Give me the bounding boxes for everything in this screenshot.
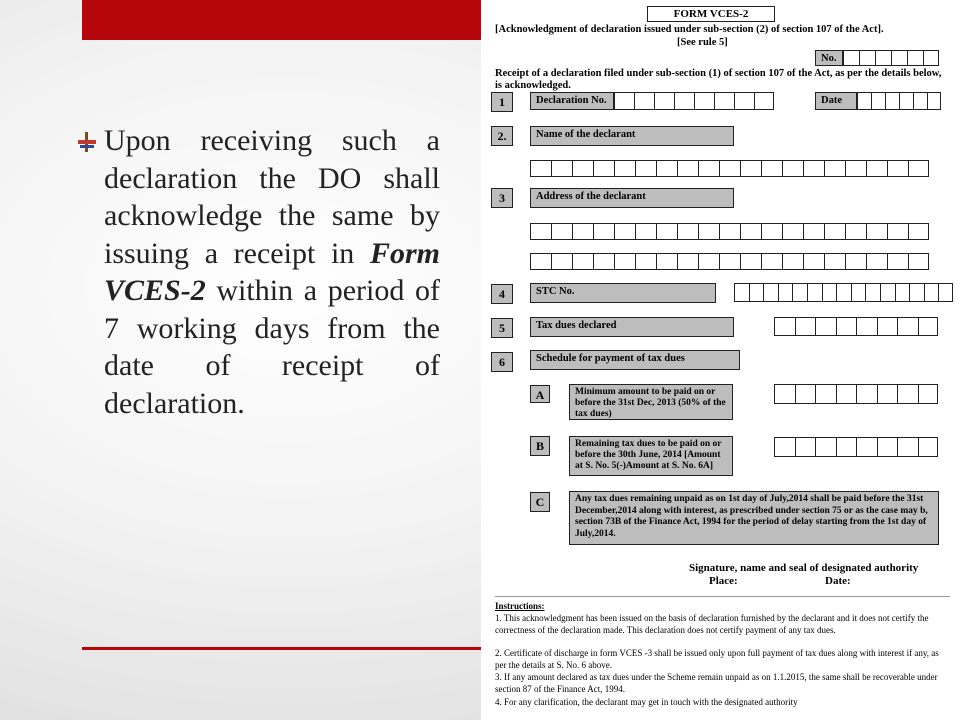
form-intro: Receipt of a declaration filed under sub-section (1) of section 107 of the Act, as per the details below, is acknowledged. [495,68,942,91]
row-number: 4 [491,284,513,304]
row-number: 6 [491,352,513,372]
form-vces-2-image [481,0,960,720]
address-label: Address of the declarant [530,188,734,208]
row-number: 3 [491,188,513,208]
bottom-accent-line [82,647,482,650]
sub-row-number: C [530,492,550,512]
declaration-no-cells [614,92,774,110]
name-cells [530,160,929,177]
address-cells [530,253,929,270]
row-number: 5 [491,318,513,338]
name-label: Name of the declarant [530,126,734,146]
instruction-item: 3. If any amount declared as tax dues under the Scheme remain unpaid as on 1.1.2015, the same shall be recoverable under section 87 of the Finance Act, 1994. [495,672,938,694]
instruction-item: 4. For any clarification, the declarant may get in touch with the designated authority [495,697,798,707]
tax-dues-cells [774,317,938,336]
row-number: 2. [491,126,513,146]
form-title: FORM VCES-2 [647,6,775,22]
sub-a-label: Minimum amount to be paid on or before the 31st Dec, 2013 (50% of the tax dues) [569,384,733,420]
sub-a-cells [774,384,938,404]
instruction-item: 2. Certificate of discharge in form VCES -3 shall be issued only upon full payment of tax dues along with interest if any, as per the details at S. No. 6 above. [495,648,939,670]
no-cells [843,50,939,66]
signature-label: Signature, name and seal of designated authority [689,562,919,574]
sub-b-cells [774,437,938,457]
place-label: Place: [709,575,738,587]
no-label: No. [815,50,843,66]
address-cells [530,223,929,240]
form-rule: [See rule 5] [677,37,728,48]
bullet-icon [78,132,96,152]
bullet-text: Upon receiving such a declaration the DO shall acknowledge the same by issuing a receipt in Form VCES-2 within a period of 7 working days from the date of receipt of declaration. [104,124,440,420]
sub-row-number: A [530,385,550,403]
form-subtitle: [Acknowledgment of declaration issued under sub-section (2) of section 107 of the Act]. [495,24,884,35]
tax-dues-label: Tax dues declared [530,317,734,337]
sub-row-number: B [530,436,550,456]
sub-c-label: Any tax dues remaining unpaid as on 1st day of July,2014 shall be paid before the 31st December,2014 along with interest, as prescribed under section 75 or as the case may b, section 73B of the Finance Act, 1994 for the period of delay starting from the 1st day of July,2014. [569,491,939,545]
instruction-item: 1. This acknowledgment has been issued on the basis of declaration furnished by the declarant and it does not certify the correctness of the declaration made. This declaration does not certify payment of any tax dues. [495,613,929,635]
declaration-no-label: Declaration No. [530,92,614,110]
date-cells [857,92,941,110]
instructions-title: Instructions: [495,601,545,611]
row-number: 1 [491,92,513,112]
top-accent-bar [82,0,482,40]
date-label: Date [815,92,857,110]
stc-label: STC No. [530,283,716,303]
divider [495,596,950,597]
bullet-point [78,122,440,422]
sub-b-label: Remaining tax dues to be paid on or before the 30th June, 2014 [Amount at S. No. 5(-)Amount at S. No. 6A] [569,436,733,476]
stc-cells [734,283,953,302]
date-label-bottom: Date: [825,575,851,587]
schedule-label: Schedule for payment of tax dues [530,350,740,370]
